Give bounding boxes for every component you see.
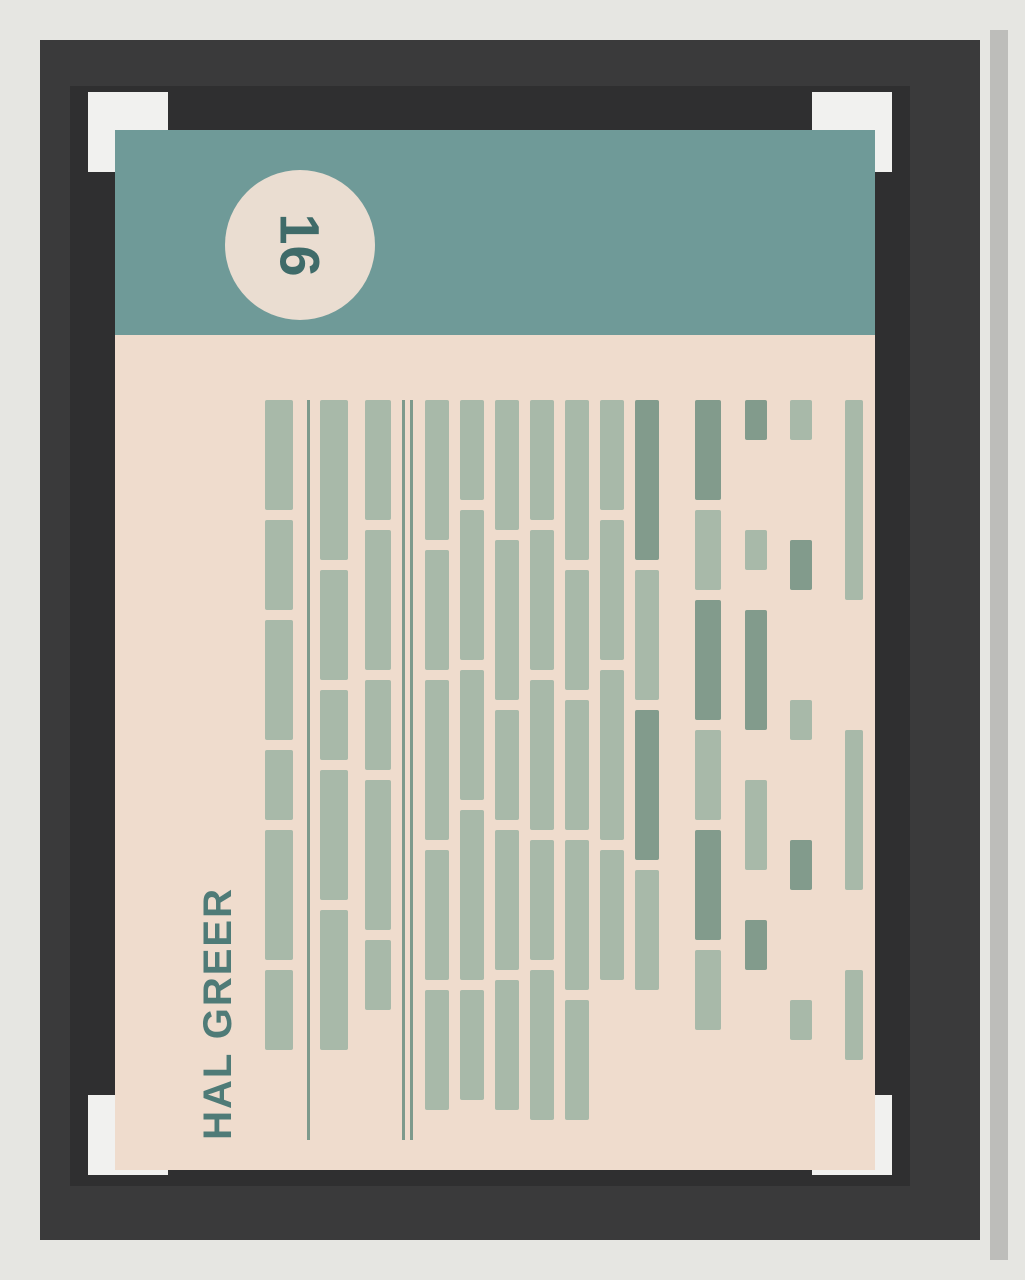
text-column-4 <box>530 400 554 1140</box>
text-column-7 <box>635 400 659 1140</box>
text-column-5 <box>565 400 589 1140</box>
text-column-3 <box>495 400 519 1140</box>
card-text-area <box>170 400 870 1140</box>
text-column-1 <box>425 400 449 1140</box>
divider-line-3 <box>410 400 413 1140</box>
text-column-2 <box>460 400 484 1140</box>
stats-column-3 <box>790 400 812 1140</box>
stats-column-2 <box>745 400 767 1140</box>
divider-line-2 <box>402 400 405 1140</box>
player-name: HAL GREER <box>195 887 240 1140</box>
player-name-box <box>178 887 258 1140</box>
bio-column-3 <box>365 400 391 1140</box>
stats-column-1 <box>695 400 721 1140</box>
divider-line-1 <box>307 400 310 1140</box>
card-number: 16 <box>268 212 332 278</box>
trading-card-back <box>115 130 875 1170</box>
footer-column <box>845 400 863 1140</box>
text-column-6 <box>600 400 624 1140</box>
bio-column-1 <box>265 400 293 1140</box>
card-number-badge <box>225 170 375 320</box>
bio-column-2 <box>320 400 348 1140</box>
